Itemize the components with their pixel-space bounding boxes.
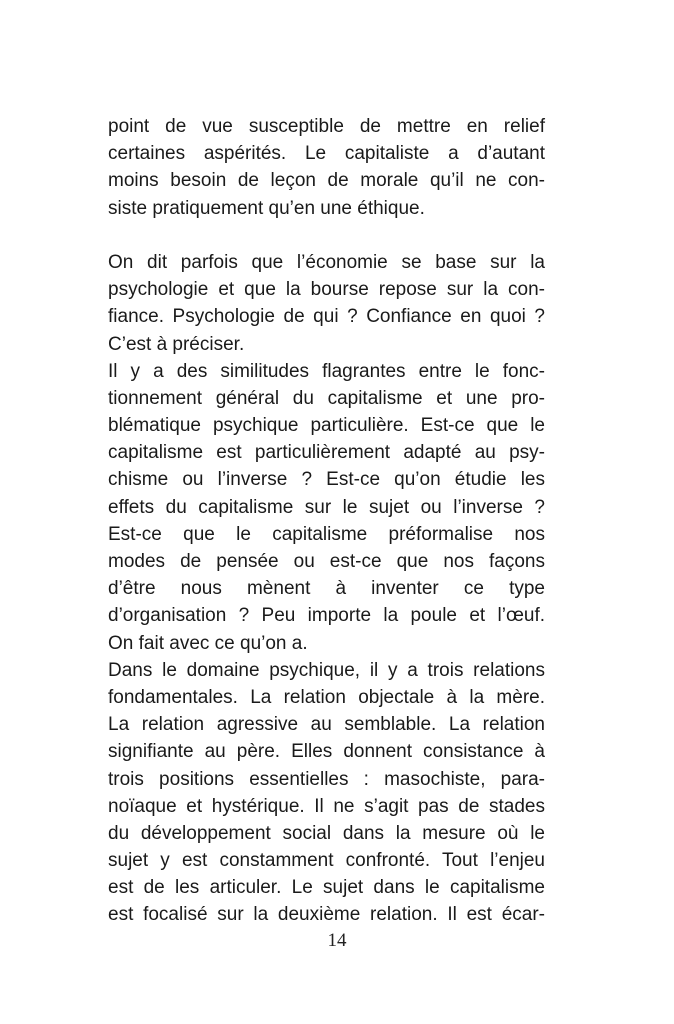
text-line: siste pratiquement qu’en une éthique. <box>108 197 425 219</box>
text-line: effets du capitalisme sur le sujet ou l’inverse ? <box>108 496 545 518</box>
text-line: fiance. Psychologie de qui ? Confiance en quoi ? <box>108 306 545 328</box>
text-line: modes de pensée ou est-ce que nos façons <box>108 551 545 572</box>
text-line: capitalisme est particulièrement adapté au psy- <box>108 442 545 464</box>
text-line: Est-ce que le capitalisme préformalise nos <box>108 523 545 545</box>
paragraph-gap <box>108 222 545 249</box>
text-line: d’organisation ? Peu importe la poule et l’œuf. <box>108 605 545 627</box>
text-line: On dit parfois que l’économie se base sur la <box>108 251 545 273</box>
text-line: du développement social dans la mesure où le <box>108 822 545 844</box>
text-line: point de vue susceptible de mettre en relief <box>108 116 545 137</box>
text-line: fondamentales. La relation objectale à la mère. <box>108 686 545 708</box>
text-line: Il y a des similitudes flagrantes entre le fonc- <box>108 360 545 382</box>
text-line: trois positions essentielles : masochiste, para- <box>108 768 545 790</box>
text-line: certaines aspérités. Le capitaliste a d’autant <box>108 143 545 165</box>
text-line: Dans le domaine psychique, il y a trois relations <box>108 659 545 681</box>
text-line: sujet y est constamment confronté. Tout l’enjeu <box>108 850 545 872</box>
text-line: d’être nous mènent à inventer ce type <box>108 578 545 600</box>
body-text <box>108 113 545 929</box>
text-line: psychologie et que la bourse repose sur la con- <box>108 279 545 301</box>
text-line: tionnement général du capitalisme et une pro- <box>108 387 545 409</box>
text-line: C’est à préciser. <box>108 333 245 355</box>
text-line: blématique psychique particulière. Est-ce que le <box>108 415 545 437</box>
text-line: signifiante au père. Elles donnent consistance à <box>108 741 545 763</box>
text-line: noïaque et hystérique. Il ne s’agit pas de stades <box>108 795 545 817</box>
page-number: 14 <box>327 930 347 951</box>
text-line: chisme ou l’inverse ? Est-ce qu’on étudie les <box>108 469 545 491</box>
text-line: moins besoin de leçon de morale qu’il ne con- <box>108 170 545 192</box>
text-line: est focalisé sur la deuxième relation. Il est écar- <box>108 904 545 926</box>
text-line: est de les articuler. Le sujet dans le capitalisme <box>108 877 545 899</box>
text-line: On fait avec ce qu’on a. <box>108 632 308 654</box>
text-line: La relation agressive au semblable. La relation <box>108 714 545 736</box>
